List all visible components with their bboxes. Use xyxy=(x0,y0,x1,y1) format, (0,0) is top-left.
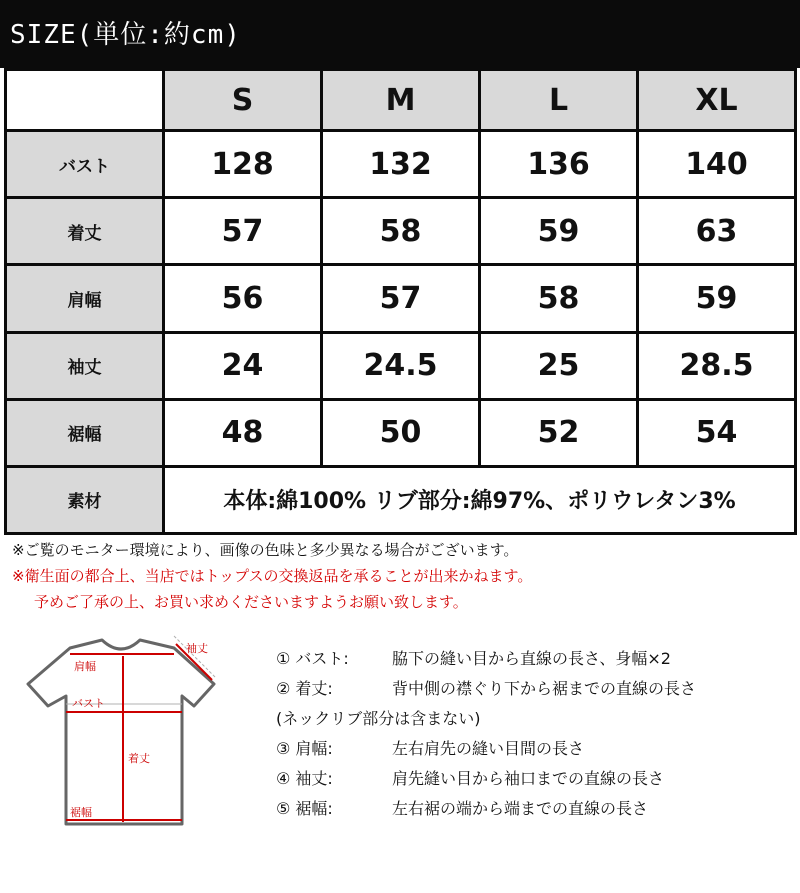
measurement-legend xyxy=(276,644,796,824)
bust-l: 136 xyxy=(480,131,638,198)
material-row xyxy=(6,466,796,533)
shoulder-xl: 59 xyxy=(638,265,796,332)
legend-item xyxy=(276,734,796,764)
note-no-returns: ※衛生面の都合上、当店ではトップスの交換返品を承ることが出来かねます。 xyxy=(12,567,533,585)
shoulder-s: 56 xyxy=(164,265,322,332)
legend-desc: 左右肩先の縫い目間の長さ xyxy=(392,739,585,758)
legend-key: ③ 肩幅: xyxy=(276,739,333,758)
table-row xyxy=(6,131,796,198)
note-monitor: ※ご覧のモニター環境により、画像の色味と多少異なる場合がございます。 xyxy=(12,541,519,559)
size-header-xl: XL xyxy=(638,70,796,131)
size-header-s: S xyxy=(164,70,322,131)
hem-s: 48 xyxy=(164,399,322,466)
legend-desc: 左右裾の端から端までの直線の長さ xyxy=(392,799,649,818)
hem-xl: 54 xyxy=(638,399,796,466)
tshirt-outline xyxy=(28,640,214,824)
material-value: 本体:綿100% リブ部分:綿97%、ポリウレタン3% xyxy=(164,466,796,533)
sleeve-xl: 28.5 xyxy=(638,332,796,399)
header-bar xyxy=(0,0,800,68)
note-acknowledge: 予めご了承の上、お買い求めくださいますようお願い致します。 xyxy=(34,593,468,611)
row-label-sleeve: 袖丈 xyxy=(6,332,164,399)
legend-item xyxy=(276,794,796,824)
length-l: 59 xyxy=(480,198,638,265)
row-label-bust: バスト xyxy=(6,131,164,198)
table-row xyxy=(6,399,796,466)
size-header-m: M xyxy=(322,70,480,131)
table-row xyxy=(6,265,796,332)
size-header-l: L xyxy=(480,70,638,131)
sleeve-m: 24.5 xyxy=(322,332,480,399)
row-label-length: 着丈 xyxy=(6,198,164,265)
size-header-row xyxy=(6,70,796,131)
row-label-material: 素材 xyxy=(6,466,164,533)
legend-item xyxy=(276,704,796,734)
table-row xyxy=(6,332,796,399)
page-title: SIZE(単位:約cm) xyxy=(10,20,241,50)
row-label-shoulder: 肩幅 xyxy=(6,265,164,332)
diagram-label-length: 着丈 xyxy=(128,752,150,765)
bust-s: 128 xyxy=(164,131,322,198)
size-table xyxy=(4,68,797,535)
diagram-label-shoulder: 肩幅 xyxy=(74,660,96,673)
length-xl: 63 xyxy=(638,198,796,265)
legend-desc: 背中側の襟ぐり下から裾までの直線の長さ xyxy=(392,679,697,698)
legend-desc: 脇下の縫い目から直線の長さ、身幅×2 xyxy=(392,649,671,668)
notes xyxy=(12,537,792,615)
legend-key: ⑤ 裾幅: xyxy=(276,799,333,818)
corner-cell xyxy=(6,70,164,131)
legend-item xyxy=(276,674,796,704)
legend-key: ④ 袖丈: xyxy=(276,769,333,788)
row-label-hem: 裾幅 xyxy=(6,399,164,466)
bust-xl: 140 xyxy=(638,131,796,198)
legend-item xyxy=(276,764,796,794)
sleeve-s: 24 xyxy=(164,332,322,399)
length-m: 58 xyxy=(322,198,480,265)
length-s: 57 xyxy=(164,198,322,265)
tshirt-measurement-diagram xyxy=(22,632,242,832)
legend-key: ② 着丈: xyxy=(276,679,333,698)
shoulder-l: 58 xyxy=(480,265,638,332)
hem-l: 52 xyxy=(480,399,638,466)
legend-item xyxy=(276,644,796,674)
legend-desc: 肩先縫い目から袖口までの直線の長さ xyxy=(392,769,665,788)
diagram-label-hem: 裾幅 xyxy=(70,806,92,819)
sleeve-l: 25 xyxy=(480,332,638,399)
legend-desc: (ネックリブ部分は含まない) xyxy=(276,709,481,728)
bust-m: 132 xyxy=(322,131,480,198)
diagram-label-bust: バスト xyxy=(72,697,105,710)
shoulder-m: 57 xyxy=(322,265,480,332)
table-row xyxy=(6,198,796,265)
diagram-label-sleeve: 袖丈 xyxy=(186,642,208,655)
hem-m: 50 xyxy=(322,399,480,466)
legend-key: ① バスト: xyxy=(276,649,349,668)
